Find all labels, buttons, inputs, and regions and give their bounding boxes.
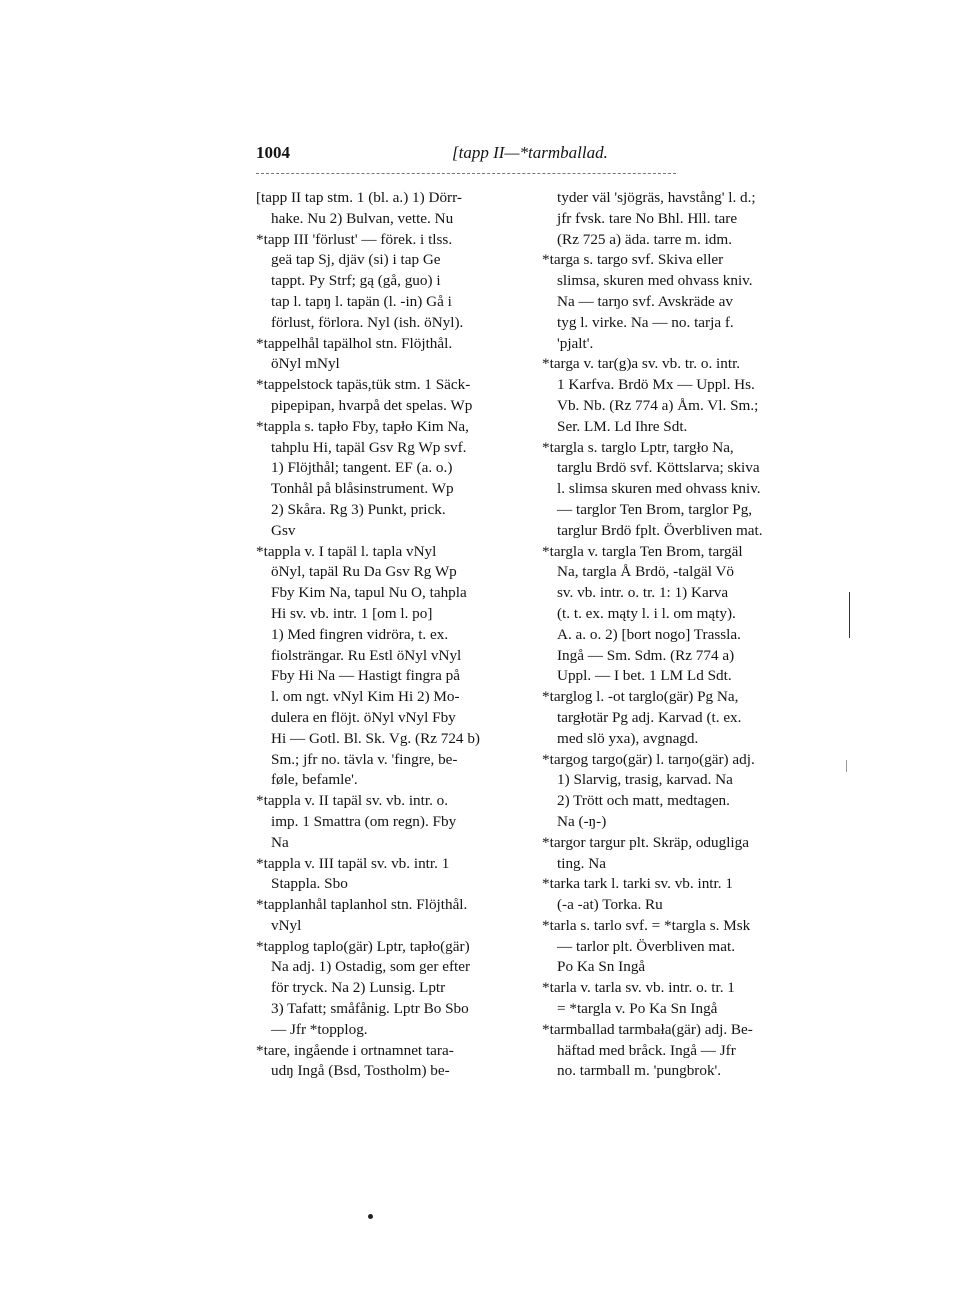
entry-text-line: sv. vb. intr. o. tr. 1: 1) Karva: [557, 584, 729, 602]
entry-headword-line: *targlog l. -ot targlo(gär) Pg Na,: [542, 688, 739, 706]
entry-text-line: öNyl, tapäl Ru Da Gsv Rg Wp: [271, 563, 457, 581]
entry-text-line: 1 Karfva. Brdö Mx — Uppl. Hs.: [557, 376, 755, 394]
entry-headword-line: *tapplog taplo(gär) Lptr, tapło(gär): [256, 937, 470, 955]
entry-text-line: pipepipan, hvarpå det spelas. Wp: [271, 396, 473, 414]
entry-text-line: Uppl. — I bet. 1 LM Ld Sdt.: [557, 667, 732, 685]
entry-text-line: ting. Na: [557, 854, 606, 872]
entry-text-line: targlur Brdö fplt. Överbliven mat.: [557, 521, 763, 539]
entry-text-line: — tarlor plt. Överbliven mat.: [557, 937, 735, 955]
entry-text-line: med slö yxa), avgnagd.: [557, 729, 699, 747]
entry-headword-line: *tappla v. I tapäl l. tapla vNyl: [256, 542, 437, 560]
entry-headword-line: *tappla v. II tapäl sv. vb. intr. o.: [256, 792, 449, 810]
entry-text-line: Po Ka Sn Ingå: [557, 958, 646, 976]
entry-headword-line: *tare, ingående i ortnamnet tara-: [256, 1041, 454, 1059]
entry-text-line: tappt. Py Strf; gą (gå, guo) i: [271, 272, 441, 290]
entry-text-line: öNyl mNyl: [271, 355, 340, 373]
entry-text-line: Hi — Gotl. Bl. Sk. Vg. (Rz 724 b): [271, 729, 480, 747]
entry-text-line: för tryck. Na 2) Lunsig. Lptr: [271, 979, 446, 997]
left-column: [256, 188, 524, 1082]
entry-headword-line: *tapplanhål taplanhol stn. Flöjthål.: [256, 896, 468, 914]
entry-headword-line: *targla v. targla Ten Brom, targäl: [542, 542, 743, 560]
entry-headword-line: [tapp II tap stm. 1 (bl. a.) 1) Dörr-: [256, 189, 462, 206]
entry-text-line: 2) Trött och matt, medtagen.: [557, 792, 730, 810]
page-number: 1004: [256, 143, 290, 162]
entry-text-line: tyder väl 'sjögräs, havstång' l. d.;: [557, 189, 756, 206]
margin-rule: [846, 760, 847, 772]
entry-text-line: 3) Tafatt; småfånig. Lptr Bo Sbo: [271, 1000, 469, 1018]
entry-text-line: targlu Brdö svf. Köttslarva; skiva: [557, 459, 760, 477]
entry-text-line: 1) Slarvig, trasig, karvad. Na: [557, 771, 733, 789]
page-header: [256, 143, 676, 174]
entry-headword-line: *tappelstock tapäs,tük stm. 1 Säck-: [256, 376, 471, 394]
entry-text-line: förlust, förlora. Nyl (ish. öNyl).: [271, 313, 464, 331]
entry-headword-line: *tarla v. tarla sv. vb. intr. o. tr. 1: [542, 979, 735, 997]
entry-text-line: tahplu Hi, tapäl Gsv Rg Wp svf.: [271, 438, 467, 456]
entry-text-line: 1) Med fingren vidröra, t. ex.: [271, 625, 449, 643]
entry-text-line: l. om ngt. vNyl Kim Hi 2) Mo-: [271, 688, 460, 706]
entry-text-line: Na, targla Å Brdö, -talgäl Vö: [557, 563, 735, 581]
entry-text-line: 2) Skåra. Rg 3) Punkt, prick.: [271, 500, 446, 518]
entry-text-line: fiolsträngar. Ru Estl öNyl vNyl: [271, 646, 462, 664]
entry-headword-line: *tarmballad tarmbała(gär) adj. Be-: [542, 1020, 753, 1038]
right-column: [542, 188, 810, 1082]
entry-text-line: no. tarmball m. 'pungbrok'.: [557, 1062, 722, 1080]
entry-text-line: (Rz 725 a) äda. tarre m. idm.: [557, 230, 733, 248]
entry-text-line: 'pjalt'.: [557, 334, 594, 352]
entry-text-line: (t. t. ex. mąty l. i l. om mąty).: [557, 604, 736, 622]
entry-text-line: Na adj. 1) Ostadig, som ger efter: [271, 958, 471, 976]
entry-text-line: Vb. Nb. (Rz 774 a) Åm. Vl. Sm.;: [557, 396, 759, 414]
entry-text-line: Sm.; jfr no. tävla v. 'fingre, be-: [271, 750, 458, 768]
running-head: [tapp II—*tarmballad.: [452, 143, 608, 162]
entry-headword-line: *tappelhål tapälhol stn. Flöjthål.: [256, 334, 453, 352]
entry-text-line: häftad med bråck. Ingå — Jfr: [557, 1041, 736, 1059]
entry-headword-line: *targog targo(gär) l. tarŋo(gär) adj.: [542, 750, 755, 768]
entry-text-line: Stappla. Sbo: [271, 875, 348, 893]
entry-text-line: tyg l. virke. Na — no. tarja f.: [557, 313, 734, 331]
entry-text-line: Na: [271, 833, 289, 851]
entry-text-line: Fby Kim Na, tapul Nu O, tahpla: [271, 584, 467, 602]
entry-text-line: Na — tarŋo svf. Avskräde av: [557, 292, 733, 310]
entry-headword-line: *tarka tark l. tarki sv. vb. intr. 1: [542, 875, 733, 893]
entry-text-line: 1) Flöjthål; tangent. EF (a. o.): [271, 459, 453, 477]
entry-text-line: targłotär Pg adj. Karvad (t. ex.: [557, 708, 742, 726]
ink-dot: [368, 1214, 373, 1219]
entry-text-line: slimsa, skuren med ohvass kniv.: [557, 272, 753, 290]
entry-headword-line: *targa s. targo svf. Skiva eller: [542, 251, 724, 269]
entry-headword-line: *tapp III 'förlust' — förek. i tlss.: [256, 230, 453, 248]
entry-headword-line: *tappla v. III tapäl sv. vb. intr. 1: [256, 854, 450, 872]
entry-text-line: føle, befamle'.: [271, 771, 358, 789]
entry-headword-line: *targa v. tar(g)a sv. vb. tr. o. intr.: [542, 355, 741, 373]
entry-text-line: = *targla v. Po Ka Sn Ingå: [557, 1000, 718, 1018]
entry-text-line: dulera en flöjt. öNyl vNyl Fby: [271, 708, 456, 726]
entry-text-line: jfr fvsk. tare No Bhl. Hll. tare: [557, 209, 738, 227]
entry-headword-line: *targla s. targlo Lptr, targło Na,: [542, 438, 734, 456]
entry-text-line: Tonhål på blåsinstrument. Wp: [271, 480, 454, 498]
entry-text-line: Gsv: [271, 521, 296, 539]
entry-text-line: udŋ Ingå (Bsd, Tostholm) be-: [271, 1062, 450, 1080]
entry-text-line: A. a. o. 2) [bort nogo] Trassla.: [557, 625, 741, 643]
entry-headword-line: *tarla s. tarlo svf. = *targla s. Msk: [542, 916, 751, 934]
entry-text-line: Ingå — Sm. Sdm. (Rz 774 a): [557, 646, 735, 664]
entry-headword-line: *tappla s. tapło Fby, tapło Kim Na,: [256, 417, 469, 435]
entry-text-line: (-a -at) Torka. Ru: [557, 896, 663, 914]
margin-rule: [849, 592, 850, 638]
entry-text-line: imp. 1 Smattra (om regn). Fby: [271, 812, 457, 830]
entry-text-line: Fby Hi Na — Hastigt fingra på: [271, 667, 460, 685]
entry-text-line: Hi sv. vb. intr. 1 [om l. po]: [271, 604, 433, 622]
entry-text-line: Ser. LM. Ld Ihre Sdt.: [557, 417, 688, 435]
entry-text-line: — Jfr *topplog.: [271, 1020, 368, 1038]
entry-text-line: l. slimsa skuren med ohvass kniv.: [557, 480, 761, 498]
entry-text-line: hake. Nu 2) Bulvan, vette. Nu: [271, 209, 454, 227]
entry-headword-line: *targor targur plt. Skräp, odugliga: [542, 833, 749, 851]
entry-text-line: Na (-ŋ-): [557, 812, 607, 830]
entry-text-line: geä tap Sj, djäv (si) i tap Ge: [271, 251, 441, 269]
entry-text-line: vNyl: [271, 916, 302, 934]
entry-text-line: tap l. tapŋ l. tapän (l. -in) Gå i: [271, 292, 452, 310]
entry-text-line: — targlor Ten Brom, targlor Pg,: [557, 500, 753, 518]
